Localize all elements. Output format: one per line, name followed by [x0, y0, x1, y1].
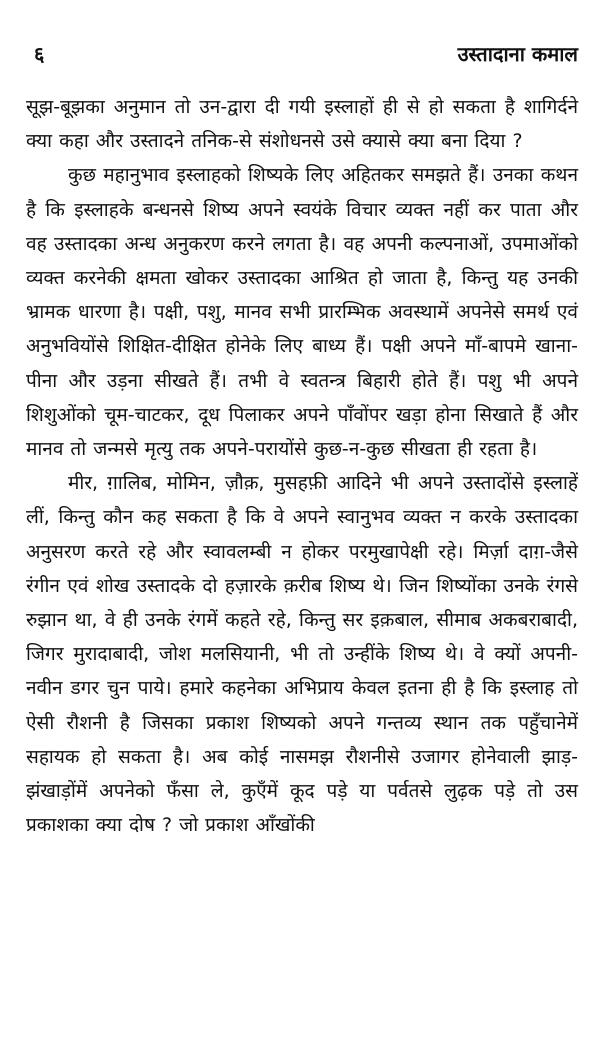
paragraph-3: मीर, ग़ालिब, मोमिन, ज़ौक़, मुसहफ़ी आदिने भी अपने उस्तादोंसे इस्लाहें लीं, किन्तु कौन कह सकता है कि वे अपने स्वानुभव व्यक्त न करके उस्तादका अनुसरण करते रहे और स्वावलम्बी न होकर परमुखापेक्षी रहे। मिर्ज़ा दाग़-जैसे रंगीन एवं शोख उस्तादके दो हज़ारके क़रीब शिष्य थे। जिन शिष्योंका उनके रंगसे रुझान था, वे ही उनके रंगमें कहते रहे, किन्तु सर इक़बाल, सीमाब अकबराबादी, जिगर मुरादाबादी, जोश मलसियानी, भी तो उन्हींके शिष्य थे। वे क्यों अपनी-नवीन डगर चुन पाये। हमारे कहनेका अभिप्राय केवल इतना ही है कि इस्लाह तो ऐसी रौशनी है जिसका प्रकाश शिष्यको अपने गन्तव्य स्थान तक पहुँचानेमें सहायक हो सकता है। अब कोई नासमझ रौशनीसे उजागर होनेवाली झाड़-झंखाड़ोंमें अपनेको फँसा ले, कुएँमें कूद पड़े या पर्वतसे लुढ़क पड़े तो उस प्रकाशका क्या दोष ? जो प्रकाश आँखोंकी — [26, 472, 578, 837]
body-text — [26, 90, 578, 842]
running-head — [26, 40, 578, 72]
paragraph-2: कुछ महानुभाव इस्लाहको शिष्यके लिए अहितकर समझते हैं। उनका कथन है कि इस्लाहके बन्धनसे शिष्य अपने स्वयंके विचार व्यक्त नहीं कर पाता और वह उस्तादका अन्ध अनुकरण करने लगता है। वह अपनी कल्पनाओं, उपमाओंको व्यक्त करनेकी क्षमता खोकर उस्तादका आश्रित हो जाता है, किन्तु यह उनकी भ्रामक धारणा है। पक्षी, पशु, मानव सभी प्रारम्भिक अवस्थामें अपनेसे समर्थ एवं अनुभवियोंसे शिक्षित-दीक्षित होनेके लिए बाध्य हैं। पक्षी अपने माँ-बापमे खाना-पीना और उड़ना सीखते हैं। तभी वे स्वतन्त्र बिहारी होते हैं। पशु भी अपने शिशुओंको चूम-चाटकर, दूध पिलाकर अपने पाँवोंपर खड़ा होना सिखाते हैं और मानव तो जन्मसे मृत्यु तक अपने-परायोंसे कुछ-न-कुछ सीखता ही रहता है। — [26, 164, 578, 461]
paragraph-1: सूझ-बूझका अनुमान तो उन-द्वारा दी गयी इस्लाहों ही से हो सकता है शागिर्दने क्या कहा और उस्तादने तनिक-से संशोधनसे उसे क्यासे क्या बना दिया ? — [26, 96, 578, 153]
running-title: उस्तादाना कमाल — [457, 42, 578, 66]
page-number: ६ — [34, 42, 45, 66]
